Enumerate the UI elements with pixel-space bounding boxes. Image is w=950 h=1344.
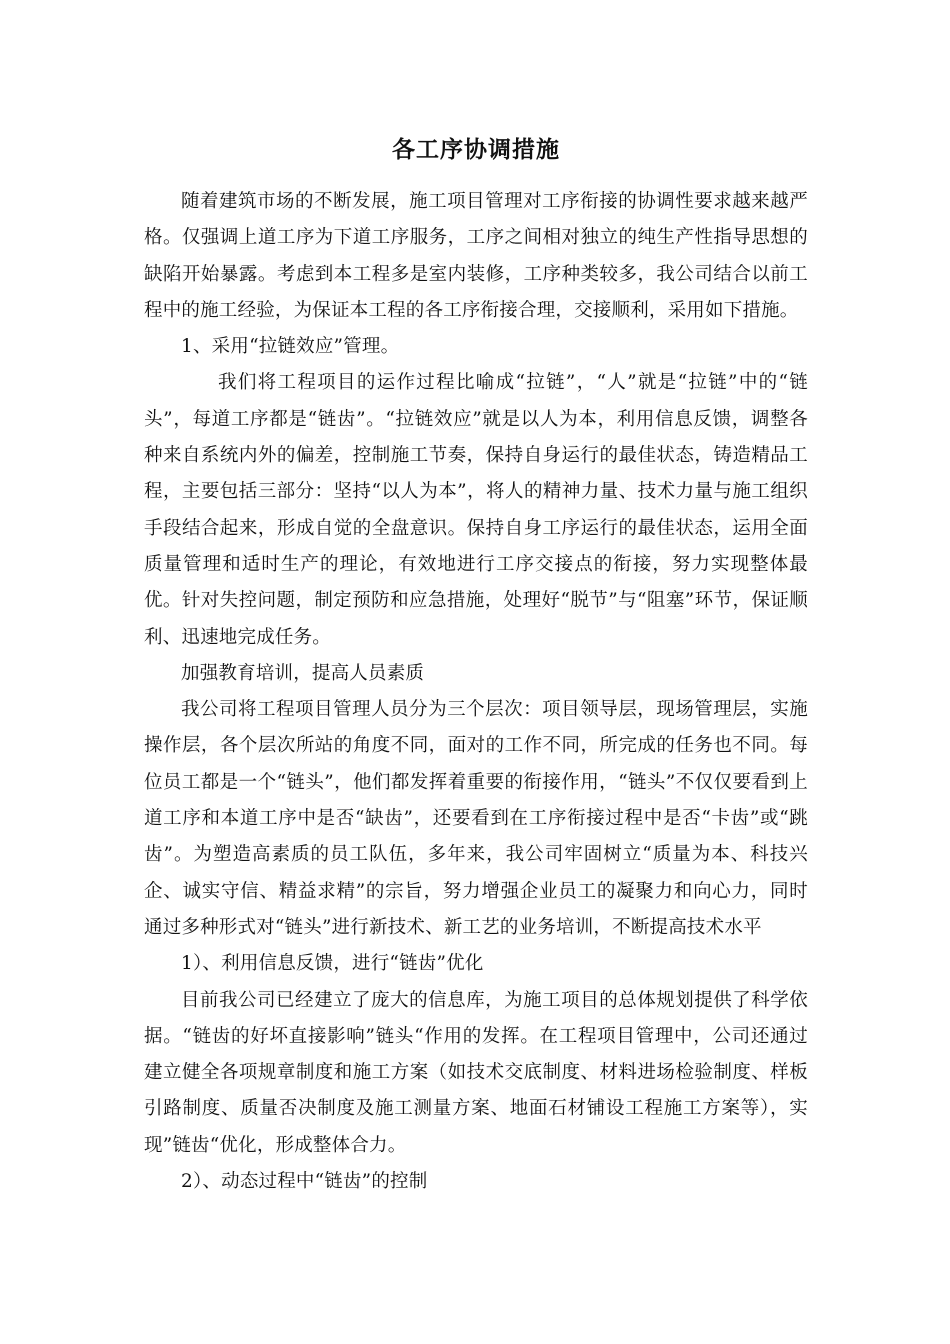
paragraph-zipper-effect: 我们将工程项目的运作过程比喻成“拉链”，“人”就是“拉链”中的“链头”，每道工序都是“链齿”。“拉链效应”就是以人为本，利用信息反馈，调整各种来自系统内外的偏差，控制施工节奏，保持自身运行的最佳状态，铸造精品工程，主要包括三部分：坚持“以人为本”，将人的精神力量、技术力量与施工组织手段结合起来，形成自觉的全盘意识。保持自身工序运行的最佳状态，运用全面质量管理和适时生产的理论，有效地进行工序交接点的衔接，努力实现整体最优。针对失控问题，制定预防和应急措施，处理好“脱节”与“阻塞”环节，保证顺利、迅速地完成任务。 [144, 372, 808, 648]
heading-zipper-effect: 1、采用“拉链效应”管理。 [181, 336, 400, 358]
paragraph-feedback: 目前我公司已经建立了庞大的信息库，为施工项目的总体规划提供了科学依据。“链齿的好坏直接影响”链头“作用的发挥。在工程项目管理中，公司还通过建立健全各项规章制度和施工方案（如技术交底制度、材料进场检验制度、样板引路制度、质量否决制度及施工测量方案、地面石材铺设工程施工方案等），实现”链齿“优化，形成整体合力。 [144, 989, 808, 1156]
heading-dynamic-control: 2）、动态过程中“链齿”的控制 [181, 1171, 428, 1193]
document-page [144, 128, 808, 1200]
paragraph-training: 我公司将工程项目管理人员分为三个层次：项目领导层，现场管理层，实施操作层，各个层次所站的角度不同，面对的工作不同，所完成的任务也不同。每位员工都是一个“链头”，他们都发挥着重要的衔接作用，“链头”不仅仅要看到上道工序和本道工序中是否“缺齿”，还要看到在工序衔接过程中是否“卡齿”或“跳齿”。为塑造高素质的员工队伍，多年来，我公司牢固树立“质量为本、科技兴企、诚实守信、精益求精”的宗旨，努力增强企业员工的凝聚力和向心力，同时通过多种形式对“链头”进行新技术、新工艺的业务培训，不断提高技术水平 [144, 699, 808, 938]
heading-training: 加强教育培训，提高人员素质 [181, 662, 425, 684]
heading-feedback: 1）、利用信息反馈，进行“链齿”优化 [181, 953, 484, 975]
paragraph-intro: 随着建筑市场的不断发展，施工项目管理对工序衔接的协调性要求越来越严格。仅强调上道工序为下道工序服务，工序之间相对独立的纯生产性指导思想的缺陷开始暴露。考虑到本工程多是室内装修，工序种类较多，我公司结合以前工程中的施工经验，为保证本工程的各工序衔接合理，交接顺利，采用如下措施。 [144, 191, 808, 321]
document-title: 各工序协调措施 [392, 137, 560, 163]
